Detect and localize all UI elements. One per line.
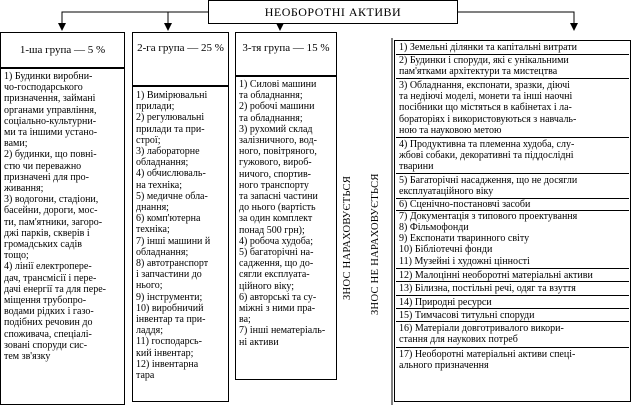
- list-item: 4) Продуктивна та племенна худоба, слу- жбові собаки, декоративні та піддослідні тварини: [399, 139, 575, 173]
- main-title: НЕОБОРОТНІ АКТИВИ: [264, 4, 402, 19]
- group-3-text: 1) Силові машини та обладнання; 2) робочі машини та обладнання; 3) рухомий склад залізничного, вод- ного, повітряного, гужового, вироб- ничого, спортив- ного транспорту та запасні частини до нього (вартість за один комплект понад 500 грн); 4) робоча худоба; 5) багаторічні на- садження, що до- сягли експлуата- ційного віку; 6) авторські та су- міжні з ними пра- ва; 7) інші нематеріаль- ні активи: [239, 79, 326, 348]
- row-divider: [396, 347, 629, 348]
- list-item: 7) Документація з типового проектування: [399, 211, 578, 222]
- list-item: 16) Матеріали довготривалого викори- стання для наукових потреб: [399, 323, 564, 346]
- list-item: 17) Необоротні матеріальні активи спеці- ального призначення: [399, 349, 576, 372]
- label-depreciated: ЗНОС НАРАХОВУЄТЬСЯ: [342, 175, 353, 300]
- list-item: 8) Фільмофонди: [399, 222, 469, 233]
- list-item: 9) Експонати тваринного світу: [399, 233, 530, 244]
- list-item: 14) Природні ресурси: [399, 297, 492, 308]
- row-divider: [396, 268, 629, 269]
- row-divider: [396, 137, 629, 138]
- list-item: 3) Обладнання, експонати, зразки, діючі та недіючі моделі, монети та інші наочні посібники що містяться в кабінетах і ла- бораторіях і використовуються з навчаль- ною та науковою метою: [399, 80, 577, 136]
- list-item: 6) Сценічно-постановчі засоби: [399, 199, 531, 210]
- list-item: 12) Малоцінні необоротні матеріальні активи: [399, 270, 593, 281]
- group-1-text: 1) Будинки виробни- чо-господарського призначення, займані органами управління, соціально-культурни- ми та іншими устано- вами; 2) будинки, що повні- стю чи переважно призначені для про- живання; 3) водогони, стадіони, басейни, дороги, мос- ти, пам'ятники, загоро- джі парків, скверів і громадських садів тощо; 4) лінії електропере- дач, трансмісії і пере- дачі енергії та для пере- міщення трубопро- водами рідких і газо- подібних речовин до споживача, спеціалі- зовані споруди сис- тем зв'язку: [4, 71, 106, 363]
- list-item: 2) Будинки і споруди, які є унікальними пам'ятками архітектури та мистецтва: [399, 55, 569, 78]
- group-2-heading: 2-га група — 25 %: [137, 42, 224, 54]
- list-item: 5) Багаторічні насадження, що не досягли експлуатаційного віку: [399, 175, 578, 198]
- row-divider: [396, 308, 629, 309]
- group-3-heading: 3-тя група — 15 %: [242, 42, 330, 54]
- list-item: 15) Тимчасові титульні споруди: [399, 310, 535, 321]
- row-divider: [396, 78, 629, 79]
- connector-right: [458, 12, 574, 30]
- list-item: 11) Музейні і художні цінності: [399, 256, 530, 267]
- connector-left: [62, 12, 208, 30]
- list-item: 10) Бібліотечні фонди: [399, 244, 493, 255]
- row-divider: [396, 173, 629, 174]
- row-divider: [396, 321, 629, 322]
- main-title-box: [208, 0, 458, 24]
- group-3-header-box: [235, 32, 337, 76]
- group-2-header-box: [132, 32, 229, 86]
- list-item: 1) Земельні ділянки та капітальні витрати: [399, 42, 577, 53]
- group-1-heading: 1-ша група — 5 %: [19, 44, 106, 56]
- label-not-depreciated: ЗНОС НЕ НАРАХОВУЄТЬСЯ: [370, 173, 381, 315]
- row-divider: [396, 295, 629, 296]
- group-2-text: 1) Вимірювальні прилади; 2) регулювальні прилади та при- строї; 3) лабораторне обладнання; 4) обчислюваль- на техніка; 5) медичне обла- днання; 6) комп'ютерна техніка; 7) інші машини й обладнання; 8) автотранспорт і запчастини до нього; 9) інструменти; 10) виробничий інвентар та при- ладдя; 11) господарсь- кий інвентар; 12) інвентарна тара: [136, 90, 211, 382]
- list-item: 13) Білизна, постільні речі, одяг та взуття: [399, 283, 576, 294]
